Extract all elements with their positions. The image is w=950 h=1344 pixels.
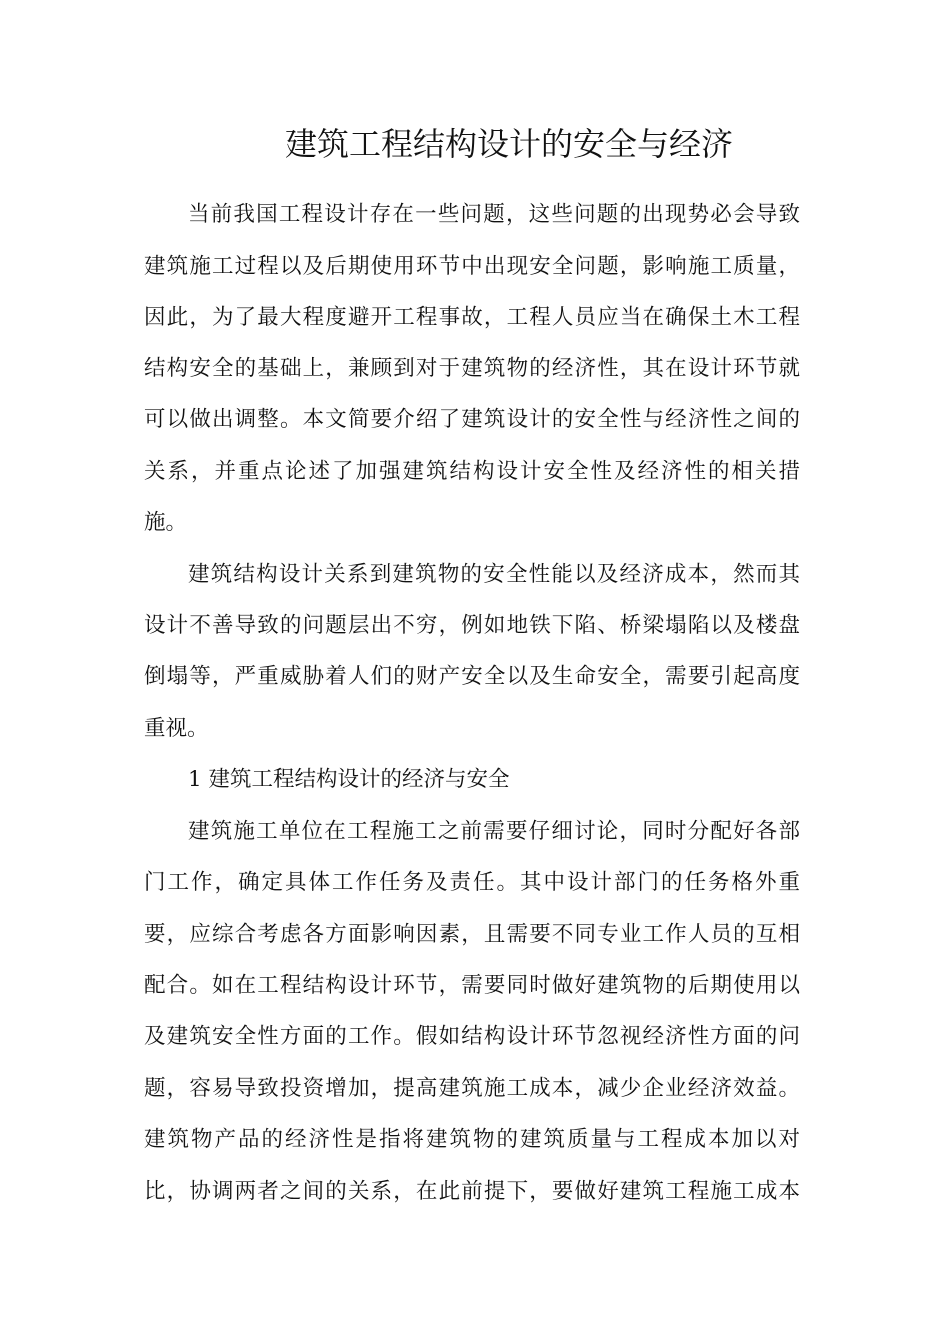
- paragraph-3-line-3: 要，应综合考虑各方面影响因素，且需要不同专业工作人员的互相: [144, 922, 800, 947]
- paragraph-3-line-7: 建筑物产品的经济性是指将建筑物的建筑质量与工程成本加以对: [144, 1127, 800, 1152]
- paragraph-2-line-3: 倒塌等，严重威胁着人们的财产安全以及生命安全，需要引起高度: [144, 664, 800, 689]
- paragraph-3-line-2: 门工作，确定具体工作任务及责任。其中设计部门的任务格外重: [144, 870, 800, 895]
- paragraph-2-line-2: 设计不善导致的问题层出不穷，例如地铁下陷、桥梁塌陷以及楼盘: [144, 613, 800, 638]
- paragraph-3-line-4: 配合。如在工程结构设计环节，需要同时做好建筑物的后期使用以: [144, 973, 800, 998]
- paragraph-1-line-5: 可以做出调整。本文简要介绍了建筑设计的安全性与经济性之间的: [144, 407, 800, 432]
- paragraph-3-line-6: 题，容易导致投资增加，提高建筑施工成本，减少企业经济效益。: [144, 1076, 800, 1101]
- paragraph-1-line-7: 施。: [144, 510, 188, 535]
- document-title: 建筑工程结构设计的安全与经济: [284, 125, 733, 163]
- paragraph-3-line-8: 比，协调两者之间的关系，在此前提下，要做好建筑工程施工成本: [144, 1179, 800, 1204]
- paragraph-3-line-1: 建筑施工单位在工程施工之前需要仔细讨论，同时分配好各部: [188, 819, 800, 844]
- paragraph-1-line-6: 关系，并重点论述了加强建筑结构设计安全性及经济性的相关措: [144, 459, 800, 484]
- paragraph-1-line-4: 结构安全的基础上，兼顾到对于建筑物的经济性，其在设计环节就: [144, 356, 800, 381]
- paragraph-1-line-2: 建筑施工过程以及后期使用环节中出现安全问题，影响施工质量，: [144, 254, 800, 279]
- paragraph-3-line-5: 及建筑安全性方面的工作。假如结构设计环节忽视经济性方面的问: [144, 1024, 800, 1049]
- paragraph-2-line-4: 重视。: [144, 716, 209, 741]
- paragraph-2-line-1: 建筑结构设计关系到建筑物的安全性能以及经济成本，然而其: [188, 562, 800, 587]
- section-heading-1: 1 建筑工程结构设计的经济与安全: [188, 767, 510, 792]
- paragraph-1-line-3: 因此，为了最大程度避开工程事故，工程人员应当在确保土木工程: [144, 305, 800, 330]
- paragraph-1-line-1: 当前我国工程设计存在一些问题，这些问题的出现势必会导致: [188, 202, 800, 227]
